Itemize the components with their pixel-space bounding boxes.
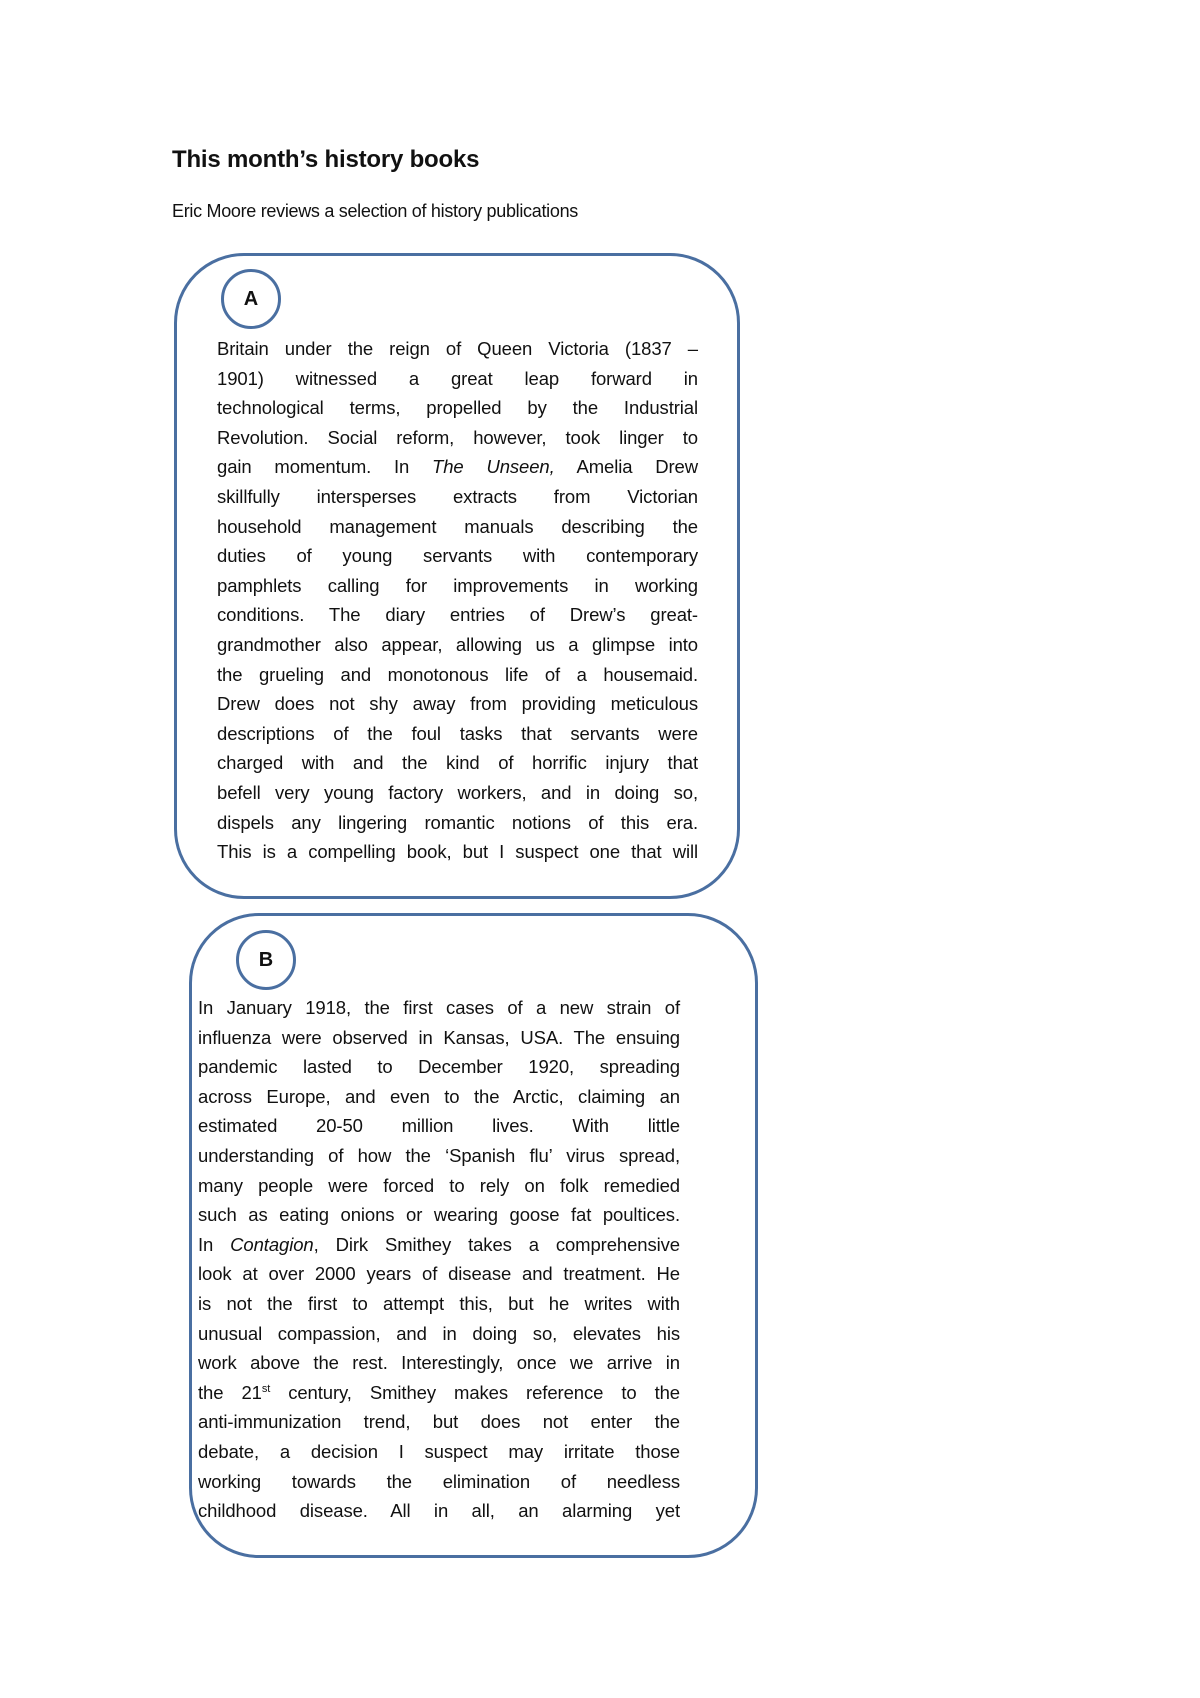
review-a-line: pamphlets calling for improvements in working	[217, 574, 698, 596]
review-b-line: pandemic lasted to December 1920, spreading	[198, 1056, 680, 1078]
review-b-body	[198, 993, 680, 1525]
review-b-line: across Europe, and even to the Arctic, claiming an	[198, 1085, 680, 1107]
review-b-line: understanding of how the ‘Spanish flu’ virus spread,	[198, 1144, 680, 1166]
review-b-superscript: st	[261, 1382, 271, 1395]
review-a-line: befell very young factory workers, and in doing so,	[217, 781, 698, 803]
review-a-line: charged with and the kind of horrific injury that	[217, 752, 698, 774]
review-b-line: influenza were observed in Kansas, USA. The ensuing	[198, 1026, 680, 1048]
review-b-line-start: the 21	[198, 1381, 262, 1403]
review-a-line: This is a compelling book, but I suspect one that will	[217, 841, 698, 863]
review-a-body	[217, 334, 698, 865]
review-b-text-area	[189, 913, 758, 1525]
review-b-line: many people were forced to rely on folk remedied	[198, 1174, 680, 1196]
page-subtitle: Eric Moore reviews a selection of history publications	[172, 201, 578, 221]
review-a-line: Revolution. Social reform, however, took linger to	[217, 426, 698, 448]
review-a-line: Drew does not shy away from providing meticulous	[217, 693, 698, 715]
review-b-line: anti-immunization trend, but does not enter the	[198, 1411, 680, 1433]
review-a-line: the grueling and monotonous life of a housemaid.	[217, 663, 698, 685]
review-a-line	[217, 452, 698, 482]
review-b-line: debate, a decision I suspect may irritate those	[198, 1440, 680, 1462]
review-b-line: unusual compassion, and in doing so, elevates his	[198, 1322, 680, 1344]
review-b-line-end: century, Smithey makes reference to the	[270, 1381, 680, 1403]
review-b-line-start: In	[198, 1233, 231, 1255]
review-a-book-title: The Unseen,	[432, 456, 555, 478]
review-a-line-start: gain momentum. In	[217, 456, 433, 478]
review-a-line: dispels any lingering romantic notions of this era.	[217, 811, 698, 833]
review-b-line: working towards the elimination of needless	[198, 1470, 680, 1492]
review-b-line-end: , Dirk Smithey takes a comprehensive	[313, 1233, 680, 1255]
review-b-line: is not the first to attempt this, but he writes with	[198, 1292, 680, 1314]
review-a-line: technological terms, propelled by the Industrial	[217, 397, 698, 419]
review-a-line: duties of young servants with contemporary	[217, 545, 698, 567]
review-b-line: In January 1918, the first cases of a new strain of	[198, 997, 680, 1018]
review-a-line: household management manuals describing the	[217, 515, 698, 537]
review-b-line: look at over 2000 years of disease and treatment. He	[198, 1263, 680, 1285]
review-b-line: work above the rest. Interestingly, once we arrive in	[198, 1352, 680, 1374]
review-b-line: such as eating onions or wearing goose fat poultices.	[198, 1204, 680, 1226]
review-a-text-area	[174, 253, 740, 865]
review-label-b-badge: B	[236, 930, 296, 990]
review-b-book-title: Contagion	[230, 1233, 314, 1255]
review-b-line: estimated 20-50 million lives. With little	[198, 1115, 680, 1137]
review-a-line: skillfully intersperses extracts from Victorian	[217, 485, 698, 507]
review-label-a-badge: A	[221, 269, 281, 329]
review-a-line: conditions. The diary entries of Drew’s great-	[217, 604, 698, 626]
review-a-line: grandmother also appear, allowing us a glimpse into	[217, 633, 698, 655]
review-a-line: descriptions of the foul tasks that servants were	[217, 722, 698, 744]
review-b-line	[198, 1230, 680, 1260]
review-a-line-end: Amelia Drew	[554, 456, 698, 478]
review-a-line: 1901) witnessed a great leap forward in	[217, 367, 698, 389]
page-title: This month’s history books	[172, 146, 480, 173]
review-b-line	[198, 1378, 680, 1408]
review-b-line: childhood disease. All in all, an alarming yet	[198, 1500, 680, 1522]
review-a-line: Britain under the reign of Queen Victoria (1837 –	[217, 338, 698, 359]
